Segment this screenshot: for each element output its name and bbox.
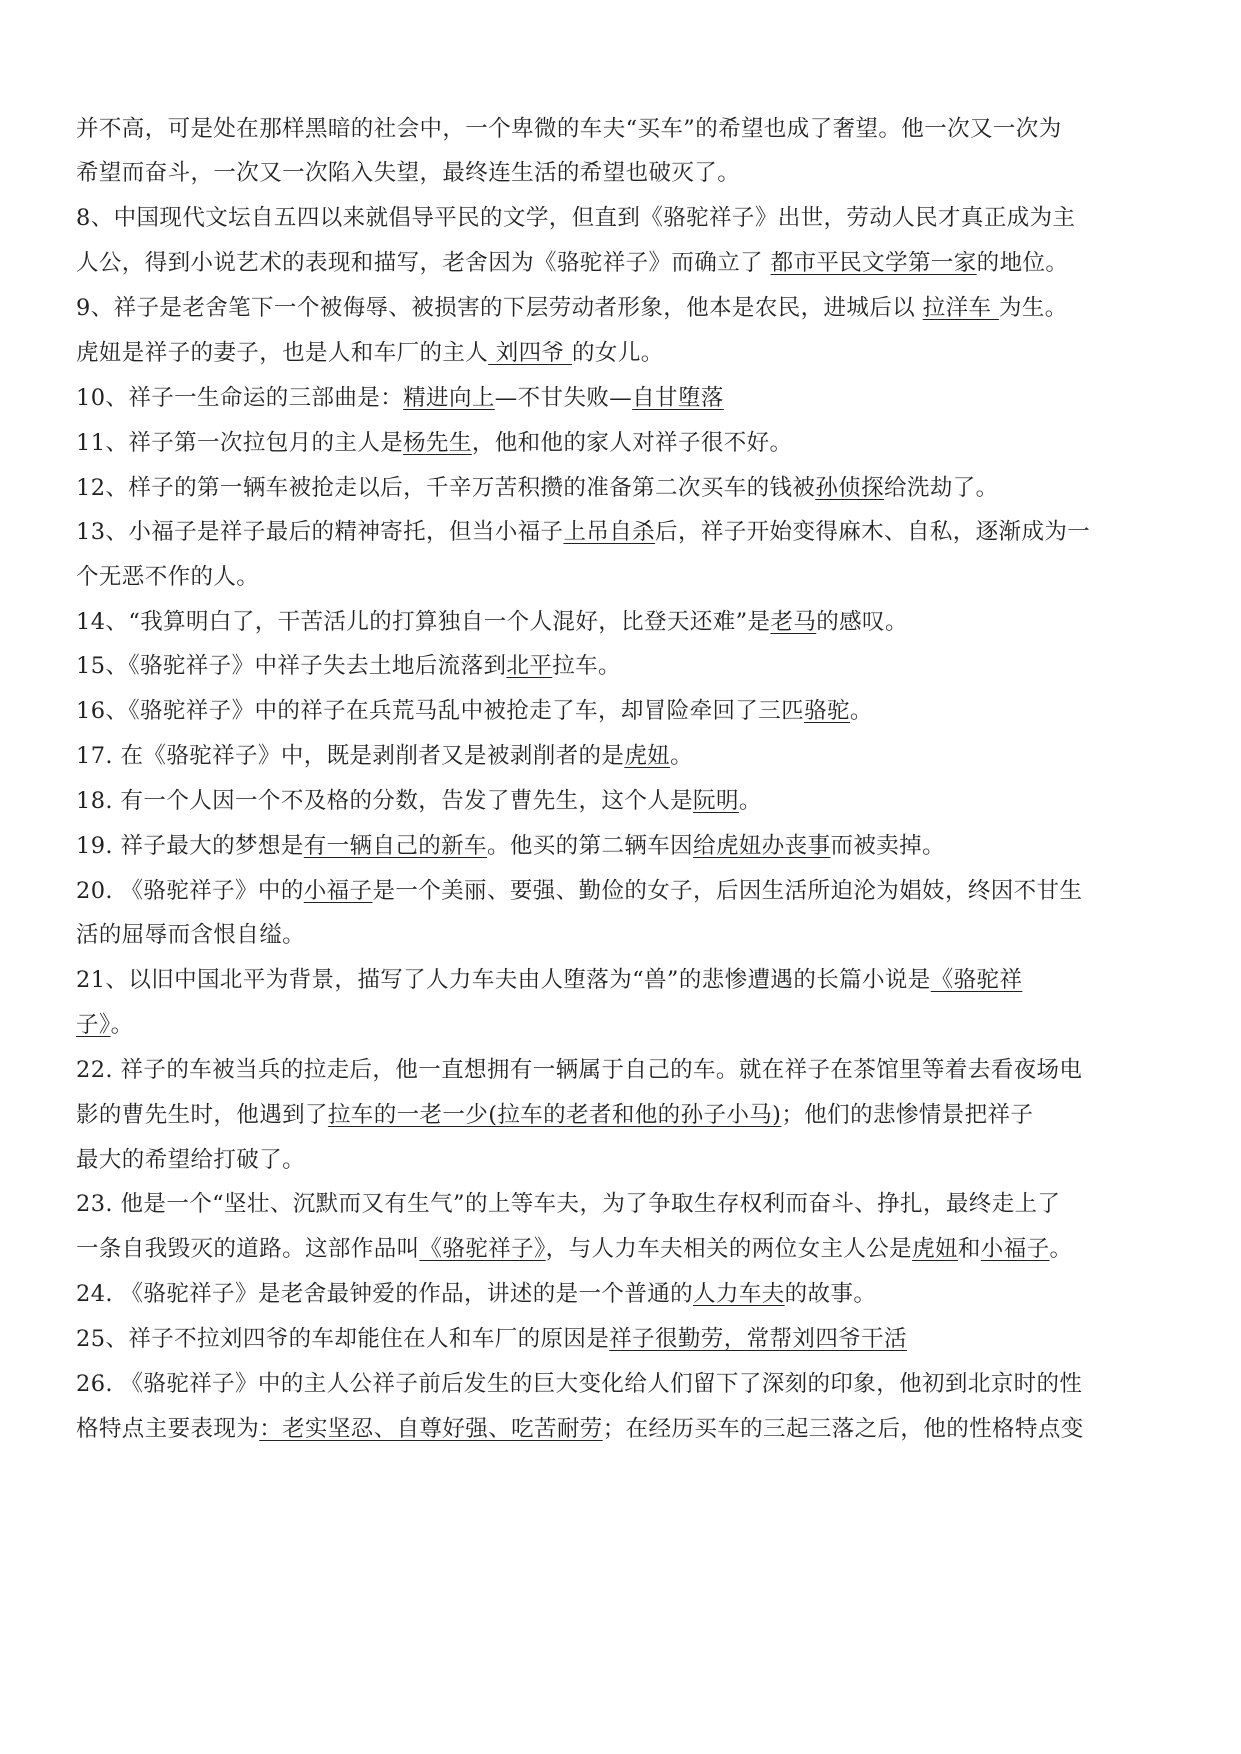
text-segment: 而被卖掉。 [830, 833, 945, 859]
text-line [76, 383, 724, 413]
answer-underlined-text: 阮明 [693, 788, 739, 814]
text-segment: 18. 有一个人因一个不及格的分数，告发了曹先生，这个人是 [76, 788, 694, 814]
answer-underlined-text: 北平 [506, 653, 553, 679]
text-segment: 10、祥子一生命运的三部曲是： [76, 385, 404, 411]
text-line [76, 1145, 305, 1175]
text-segment: 26. 《骆驼祥子》中的主人公祥子前后发生的巨大变化给人们留下了深刻的印象，他初到北京时的性 [76, 1371, 1083, 1397]
text-segment: ；他们的悲惨情景把祥子 [781, 1102, 1034, 1128]
text-segment: 24. 《骆驼祥子》是老舍最钟爱的作品，讲述的是一个普通的 [76, 1281, 694, 1307]
text-segment: 。 [670, 743, 694, 769]
answer-underlined-text: 都市平民文学第一家 [770, 250, 977, 276]
answer-underlined-text: 小福子 [303, 878, 373, 904]
answer-underlined-text: 精进向上 [403, 385, 495, 411]
text-line [76, 114, 1062, 144]
text-line [76, 1055, 1082, 1085]
text-line [76, 203, 1075, 233]
text-segment: 15、《骆驼祥子》中祥子失去土地后流落到 [76, 653, 507, 679]
text-line [76, 965, 1022, 995]
text-line [76, 651, 621, 681]
text-line [76, 517, 1090, 547]
answer-underlined-text: 有一辆自己的新车 [303, 833, 487, 859]
text-line [76, 786, 762, 816]
text-segment: 活的屈辱而含恨自缢。 [76, 922, 306, 948]
text-line [76, 158, 740, 188]
text-line [76, 1010, 133, 1040]
text-segment: 并不高，可是处在那样黑暗的社会中，一个卑微的车夫“买车”的希望也成了奢望。他一次又一次为 [76, 116, 1062, 142]
text-line [76, 876, 1082, 906]
answer-underlined-text: 杨先生 [403, 430, 472, 456]
text-segment: 人公，得到小说艺术的表现和描写，老舍因为《骆驼祥子》而确立了 [76, 250, 771, 276]
answer-underlined-text: 拉车的一老一少(拉车的老者和他的孙子小马) [327, 1102, 782, 1128]
text-line [76, 920, 305, 950]
text-segment: 23. 他是一个“坚壮、沉默而又有生气”的上等车夫，为了争取生存权利而奋斗、挣扎，最终走上了 [76, 1191, 1061, 1217]
text-segment: —不甘失败— [494, 385, 633, 411]
text-segment: 。他买的第二辆车因 [486, 833, 694, 859]
text-segment: 。 [1049, 1236, 1073, 1262]
text-segment: 14、“我算明白了，干苦活儿的打算独自一个人混好，比登天还难”是 [76, 609, 771, 635]
text-line [76, 1324, 907, 1354]
text-segment: 。 [738, 788, 762, 814]
text-segment: 的地位。 [976, 250, 1069, 276]
text-segment: 11、祥子第一次拉包月的主人是 [76, 430, 404, 456]
text-line [76, 1189, 1060, 1219]
answer-underlined-text: 《骆驼祥 [930, 967, 1023, 993]
answer-underlined-text: 拉洋车 [922, 295, 999, 321]
text-segment: 是一个美丽、要强、勤俭的女子，后因生活所迫沦为娼妓，终因不甘生 [372, 878, 1083, 904]
text-line [76, 741, 693, 771]
text-segment: 希望而奋斗，一次又一次陷入失望，最终连生活的希望也破灭了。 [76, 160, 741, 186]
text-segment: 拉车。 [552, 653, 621, 679]
text-segment: 格特点主要表现为 [76, 1416, 260, 1442]
text-line [76, 607, 908, 637]
text-segment: 的故事。 [784, 1281, 877, 1307]
text-line [76, 831, 945, 861]
answer-underlined-text: 孙侦探 [815, 475, 885, 501]
answer-underlined-text: 人力车夫 [693, 1281, 785, 1307]
text-line [76, 293, 1068, 323]
answer-underlined-text: 虎妞 [912, 1236, 958, 1262]
text-segment: 19. 祥子最大的梦想是 [76, 833, 304, 859]
answer-underlined-text: 刘四爷 [488, 340, 573, 366]
text-segment: 一条自我毁灭的道路。这部作品叫 [76, 1236, 420, 1262]
text-line [76, 1100, 1033, 1130]
text-segment: 的感叹。 [816, 609, 908, 635]
text-line [76, 428, 792, 458]
answer-underlined-text: 祥子很勤劳，常帮刘四爷干活 [609, 1326, 907, 1352]
text-segment: 虎妞是祥子的妻子，也是人和车厂的主人 [76, 340, 489, 366]
text-segment: 给洗劫了。 [884, 475, 999, 501]
answer-underlined-text: 虎妞 [624, 743, 671, 769]
text-segment: 25、祥子不拉刘四爷的车却能住在人和车厂的原因是 [76, 1326, 610, 1352]
text-line [76, 1234, 1072, 1264]
text-segment: 和 [957, 1236, 981, 1262]
text-line [76, 338, 664, 368]
answer-underlined-text: 小福子 [980, 1236, 1050, 1262]
answer-underlined-text: 上吊自杀 [563, 519, 656, 545]
answer-underlined-text: 自甘堕落 [632, 385, 724, 411]
text-segment: 22. 祥子的车被当兵的拉走后，他一直想拥有一辆属于自己的车。就在祥子在茶馆里等着去看夜场电 [76, 1057, 1083, 1083]
answer-underlined-text: 老马 [770, 609, 817, 635]
answer-underlined-text: 子》 [76, 1012, 111, 1038]
text-segment: 为生。 [998, 295, 1068, 321]
answer-underlined-text: ：老实坚忍、自尊好强、吃苦耐劳 [259, 1416, 603, 1442]
text-segment: 后，祥子开始变得麻木、自私，逐渐成为一 [655, 519, 1091, 545]
text-segment: 21、以旧中国北平为背景，描写了人力车夫由人堕落为“兽”的悲惨遭遇的长篇小说是 [76, 967, 931, 993]
text-line [76, 248, 1068, 278]
text-segment: 8、中国现代文坛自五四以来就倡导平民的文学，但直到《骆驼祥子》出世，劳动人民才真正成为主 [76, 205, 1076, 231]
text-segment: ；在经历买车的三起三落之后，他的性格特点变 [602, 1416, 1084, 1442]
text-segment: ，与人力车夫相关的两位女主人公是 [545, 1236, 913, 1262]
text-segment: 9、祥子是老舍笔下一个被侮辱、被损害的下层劳动者形象，他本是农民，进城后以 [76, 295, 923, 321]
text-segment: 12、样子的第一辆车被抢走以后，千辛万苦积攒的准备第二次买车的钱被 [76, 475, 816, 501]
text-line [76, 1369, 1082, 1399]
text-line [76, 1414, 1084, 1444]
text-segment: 20. 《骆驼祥子》中的 [76, 878, 304, 904]
text-segment: 个无恶不作的人。 [76, 564, 260, 590]
text-line [76, 1279, 876, 1309]
text-segment: 影的曹先生时，他遇到了 [76, 1102, 328, 1128]
answer-underlined-text: 给虎妞办丧事 [693, 833, 831, 859]
text-line [76, 696, 873, 726]
text-segment: 的女儿。 [572, 340, 664, 366]
answer-underlined-text: 《骆驼祥子》 [419, 1236, 546, 1262]
text-segment: 。 [110, 1012, 134, 1038]
text-segment: 。 [849, 698, 873, 724]
text-segment: 16、《骆驼祥子》中的祥子在兵荒马乱中被抢走了车，却冒险牵回了三匹 [76, 698, 805, 724]
text-line [76, 473, 999, 503]
answer-underlined-text: 骆驼 [804, 698, 850, 724]
text-segment: 最大的希望给打破了。 [76, 1147, 306, 1173]
text-segment: ，他和他的家人对祥子很不好。 [471, 430, 793, 456]
text-segment: 17. 在《骆驼祥子》中，既是剥削者又是被剥削者的是 [76, 743, 625, 769]
text-segment: 13、小福子是祥子最后的精神寄托，但当小福子 [76, 519, 564, 545]
text-line [76, 562, 259, 592]
